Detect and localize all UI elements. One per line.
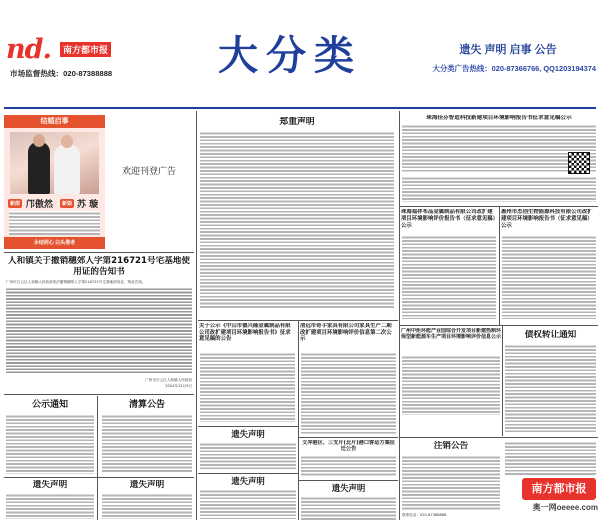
env-notice-text — [402, 355, 500, 415]
wedding-name-bride: 苏 璇 — [77, 200, 99, 210]
watermark-brand: 南方都市报 — [522, 478, 596, 500]
top-notice-text — [402, 124, 596, 172]
divider — [198, 473, 298, 474]
mid-left-text — [402, 235, 496, 319]
wedding-text — [9, 211, 100, 235]
top-notice-text-2 — [402, 176, 596, 202]
clearance-text — [102, 414, 192, 472]
cancel-text — [402, 455, 500, 511]
mid-right-title: 惠州市杰创生物能源科技有限公司改扩建项目环境影响报告书（征求意见稿）公示 — [501, 209, 593, 229]
groom-head — [33, 134, 45, 147]
lost-b-text — [200, 489, 296, 519]
header-rule — [4, 107, 596, 109]
divider — [198, 426, 298, 427]
wedding-badge-bride: 新娘 — [62, 201, 73, 207]
greeting-ad: 欢迎刊登广告 — [121, 167, 176, 177]
top-notice-title: 珠海佳芬智造科技新建项目环境影响报告书征求意见稿公示 — [426, 115, 572, 121]
service-hotline: 市场监督热线：020-87388888 — [10, 69, 113, 78]
revocation-title: 人和镇关于撤销穗郊人字第216721号宅基地使用证的告知书 — [8, 256, 190, 277]
divider — [399, 111, 400, 520]
bride-head — [61, 135, 73, 148]
wedding-footer: 永结同心 白头偕老 — [4, 237, 105, 249]
revocation-body: 广州市白云区人和镇人民政府依法撤销穗郊人字第216721号宅基地使用证，特此告知。 — [6, 280, 146, 284]
wedding-notice — [4, 115, 105, 249]
statement-title: 郑重声明 — [279, 117, 315, 127]
divider — [400, 325, 598, 326]
lost-a-text — [200, 442, 296, 470]
public-notice-title: 公示通知 — [31, 400, 68, 410]
lost-b-title: 遗失声明 — [231, 476, 265, 486]
transfer-text — [505, 344, 596, 432]
divider — [299, 480, 398, 481]
divider — [499, 207, 500, 325]
transfer-title: 债权转让通知 — [524, 330, 577, 340]
revocation-text — [6, 287, 192, 373]
right-bottom-text — [505, 441, 596, 475]
divider — [4, 477, 194, 478]
rebuild-title: 文冲港区、三支片(北片)港口客运方案征迁公告 — [302, 440, 395, 453]
divider — [299, 437, 398, 438]
statement-text — [200, 131, 394, 309]
bride-figure — [54, 144, 80, 194]
revocation-date: 2024年12月9日 — [165, 384, 192, 388]
divider — [400, 437, 598, 438]
masthead-logo — [6, 34, 156, 78]
wedding-photo — [10, 132, 99, 194]
divider — [196, 111, 197, 520]
clearance-title: 清算公告 — [128, 400, 165, 410]
divider — [97, 396, 98, 520]
groom-figure — [28, 142, 50, 194]
related-notice-text — [200, 352, 295, 422]
ad-hotline: 大分类广告热线：020-87366766, QQ1203194374 — [432, 64, 596, 73]
lost-c-title: 遗失声明 — [331, 483, 366, 493]
rebuild-text — [301, 455, 396, 477]
qr-code — [568, 152, 590, 174]
mid-right-text — [502, 235, 596, 319]
lost-left-text — [6, 493, 94, 519]
lost-a-title: 遗失声明 — [231, 429, 265, 439]
wedding-badge-groom: 新郎 — [10, 201, 21, 207]
section-title: 大分类 — [218, 33, 362, 79]
lost-mid-title: 遗失声明 — [129, 480, 165, 490]
contact-line: 联系电话：020-87388888 — [402, 513, 447, 517]
watermark-site: 奥一网oeeee.com — [532, 503, 598, 512]
cancel-title: 注销公告 — [433, 441, 469, 451]
lost-mid-text — [102, 493, 192, 519]
logo-name: 南方都市报 — [60, 42, 111, 57]
env-notice-title: 广州中炬环能产业园综合开发项目新建热制环保型新能源车生产项目环境影响评价信息公示 — [401, 328, 501, 341]
public-notice-text — [6, 414, 94, 474]
logo-mark: nd. — [6, 34, 51, 65]
revocation-sign: 广州市白云区人和镇人民政府 — [145, 378, 192, 382]
wedding-name-groom: 邝傲然 — [26, 200, 54, 210]
stability-text — [301, 352, 396, 434]
divider — [4, 394, 194, 395]
mid-left-title: 珠海福祥布品金属制品有限公司改扩建项目环境影响评价报告书（征求意见稿）公示 — [401, 209, 496, 229]
divider — [4, 252, 194, 253]
wedding-label: 结婚启事 — [4, 115, 105, 128]
stability-title: 清远市奇手家具有限公司家具生产二期改扩建项目环境影响评价信息第二次公示 — [300, 323, 392, 343]
right-title: 遗失 声明 启事 公告 — [459, 44, 557, 56]
related-notice-title: 关于公示《中山市德兴隆金属制品有限公司改扩建项目环境影响报告书》征求意见稿的公告 — [199, 323, 291, 343]
divider — [502, 326, 503, 436]
lost-c-text — [301, 496, 396, 520]
lost-left-title: 遗失声明 — [32, 480, 68, 490]
